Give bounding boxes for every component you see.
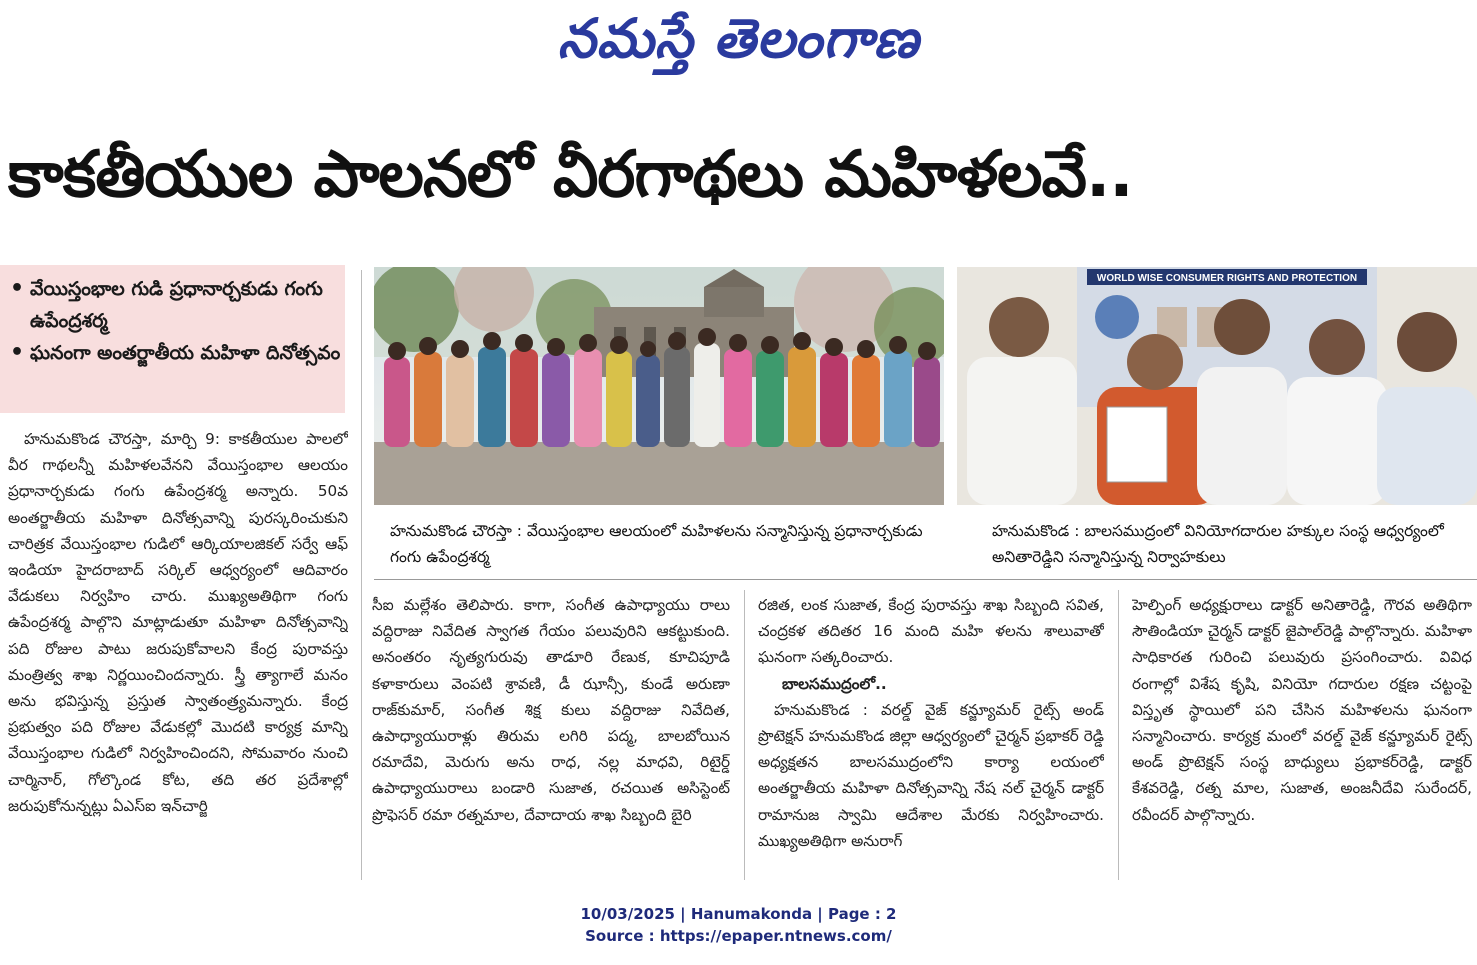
article-column-2	[372, 592, 730, 882]
column-divider	[361, 270, 362, 880]
footer-date-page: 10/03/2025 | Hanumakonda | Page : 2	[580, 905, 897, 923]
caption-divider	[374, 579, 1477, 580]
footer-source-link[interactable]: Source : https://epaper.ntnews.com/	[585, 927, 892, 945]
article-paragraph: సీఐ మల్లేశం తెలిపారు. కాగా, సంగీత ఉపాధ్యాయు రాలు వద్దిరాజు నివేదిత స్వాగత గేయం పలువురిని ఆకట్టుకుంది. అనంతరం నృత్యగురువు తాడూరి రేణుక, కూచిపూడి కళాకారులు వెంపటి శ్రావణి, డీ ఝాన్సీ, కుండే అరుణా రాజ్‌కుమార్, సంగీత శిక్ష కులు వద్దిరాజు నివేదిత, ఉపాధ్యాయురాళ్లు తిరుమ లగిరి పద్మ, బాలబోయిన రమాదేవి, మెరుగు అను రాధ, నల్ల మాధవి, రిటైర్డ్ ఉపాధ్యాయురాలు బండారి సుజాత, రచయిత అసిస్టెంట్ ప్రొఫెసర్ రమా రత్నమాల, దేవాదాయ శాఖ సిబ్బంది బైరి	[372, 596, 730, 824]
photo1-caption: హనుమకొండ చౌరస్తా : వేయిస్తంభాల ఆలయంలో మహిళలను సన్మానిస్తున్న ప్రధానార్చకుడు గంగు ఉపేంద్రశర్మ	[390, 522, 923, 566]
highlight-item: • ఘనంగా అంతర్జాతీయ మహిళా దినోత్సవం	[8, 337, 345, 369]
column-divider	[1118, 590, 1119, 880]
column-divider	[744, 590, 745, 880]
temple-group-photo	[374, 267, 944, 505]
article-headline: కాకతీయుల పాలనలో వీరగాథలు మహిళలవే..	[8, 138, 1133, 212]
article-column-1	[8, 426, 348, 881]
article-column-4	[1132, 592, 1472, 882]
highlight-item: • వేయిస్తంభాల గుడి ప్రధానార్చకుడు గంగు ఉపేంద్రశర్మ	[8, 273, 345, 337]
article-paragraph: హనుమకొండ చౌరస్తా, మార్చి 9: కాకతీయుల పాలలో వీర గాథలన్నీ మహిళలవేనని వేయిస్తంభాల ఆలయం ప్రధానార్చకుడు గంగు ఉపేంద్రశర్మ అన్నారు. 50వ అంతర్జాతీయ మహిళా దినోత్సవాన్ని పురస్కరించుకుని చారిత్రక వేయిస్తంభాల గుడిలో ఆర్కియాలజికల్ సర్వే ఆఫ్ ఇండియా హైదరాబాద్ సర్కిల్ ఆధ్వర్యంలో ఆదివారం వేడుకలు నిర్వహిం చారు. ముఖ్యఅతిథిగా గంగు ఉపేంద్రశర్మ పాల్గొని మాట్లాడుతూ మహిళా దినోత్సవాన్ని పది రోజుల పాటు జరుపుకోవాలని కేంద్ర పురావస్తు మంత్రిత్వ శాఖ నిర్ణయించిందన్నారు. స్త్రీ త్యాగాలే మనం అను భవిస్తున్న ప్రస్తుత స్వాతంత్ర్యమన్నారు. కేంద్ర ప్రభుత్వం పది రోజుల వేడుకల్లో మొదటి కార్యక్ర మాన్ని వేయిస్తంభాల గుడిలో నిర్వహించిందని, సోమవారం నుంచి చార్మినార్, గోల్కొండ కోట, తది తర ప్రదేశాల్లో జరుపుకోనున్నట్లు ఏఎస్ఐ ఇన్‌చార్జి	[8, 430, 348, 815]
newspaper-masthead: నమస్తే తెలంగాణ	[557, 6, 920, 70]
photo2-caption: హనుమకొండ : బాలసముద్రంలో వినియోగదారుల హక్కుల సంస్థ ఆధ్వర్యంలో అనితారెడ్డిని సన్మానిస్తున్న నిర్వాహకులు	[992, 522, 1444, 566]
highlights-box	[0, 265, 345, 413]
article-paragraph: రజిత, లంక సుజాత, కేంద్ర పురావస్తు శాఖ సిబ్బంది సవిత, చంద్రకళ తదితర 16 మంది మహి ళలను శాలువాతో ఘనంగా సత్కరించారు.	[758, 596, 1104, 667]
article-column-3	[758, 592, 1104, 882]
article-paragraph: హనుమకొండ : వరల్డ్ వైజ్ కన్జ్యూమర్ రైట్స్ అండ్ ప్రొటెక్షన్ హనుమకొండ జిల్లా ఆధ్వర్యంలో చైర్మన్ ప్రభాకర్ రెడ్డి అధ్యక్షతన బాలసముద్రంలోని కార్యా లయంలో అంతర్జాతీయ మహిళా దినోత్సవాన్ని నేష నల్ చైర్మన్ డాక్టర్ రామానుజ స్వామి ఆదేశాల మేరకు నిర్వహించారు. ముఖ్యఅతిథిగా అనురాగ్	[758, 700, 1104, 850]
banner-text: WORLD WISE CONSUMER RIGHTS AND PROTECTION	[1096, 273, 1358, 284]
article-subheading: బాలసముద్రంలో..	[782, 674, 887, 693]
article-paragraph: హెల్పింగ్ అధ్యక్షురాలు డాక్టర్ అనితారెడ్డి, గౌరవ అతిథిగా సౌతిండియా చైర్మన్ డాక్టర్ జైపాల్‌రెడ్డి పాల్గొన్నారు. మహిళా సాధికారత గురించి పలువురు ప్రసంగించారు. వివిధ రంగాల్లో విశేష కృషి, వినియో గదారుల రక్షణ చట్టంపై విస్తృత స్థాయిలో పని చేసిన మహిళలను ఘనంగా సన్మానించారు. కార్యక్ర మంలో వరల్డ్ వైజ్ కన్జ్యూమర్ రైట్స్ అండ్ ప్రొటెక్షన్ సంస్థ బాధ్యులు ప్రభాకర్‌రెడ్డి, డాక్టర్ కేశవరెడ్డి, రత్న మాల, సుజాత, అంజనీదేవి సురేందర్, రవీందర్ పాల్గొన్నారు.	[1132, 596, 1472, 824]
felicitation-photo	[957, 267, 1477, 505]
